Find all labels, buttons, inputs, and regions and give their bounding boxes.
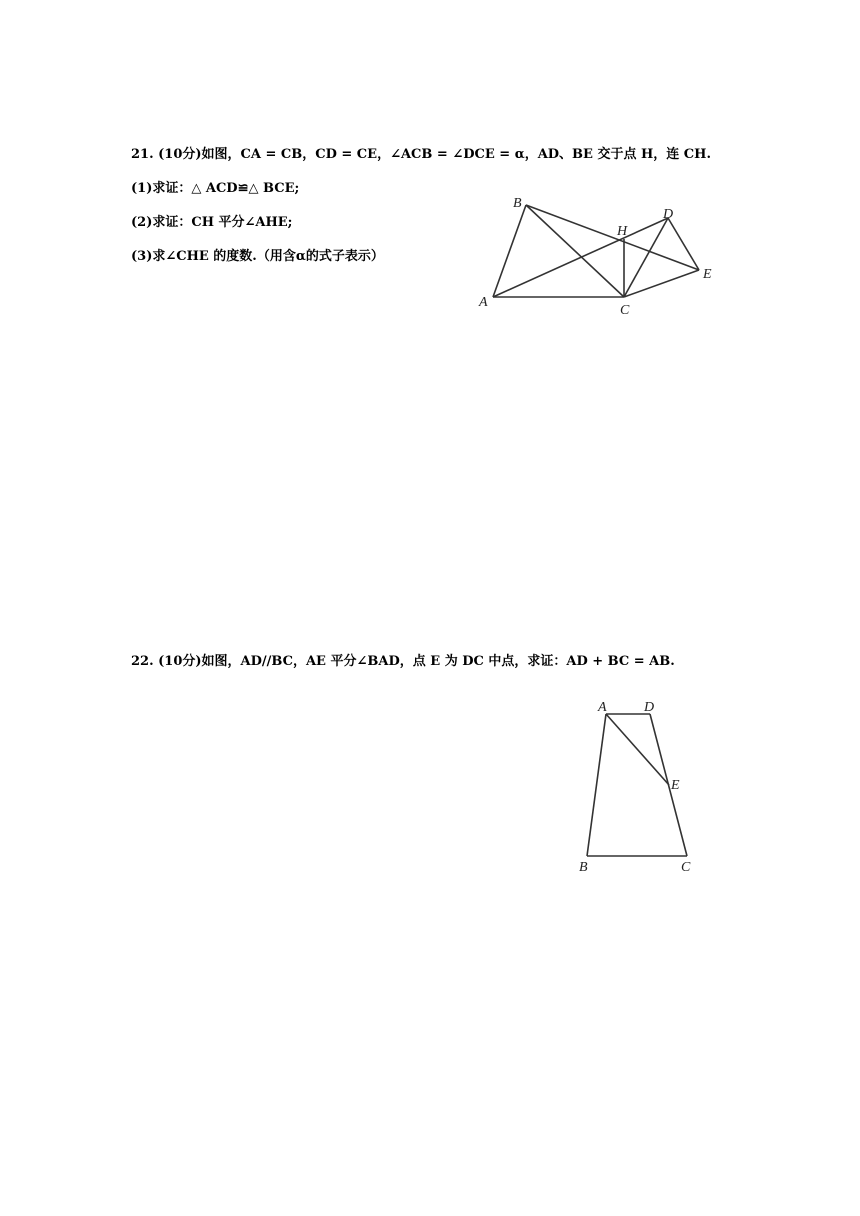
q21-label-c: C [620,303,630,318]
q22-stem: 22. (10分)如图，AD//BC，AE 平分∠BAD，点 E 为 DC 中点，求证：AD + BC = AB. [131,654,675,669]
q21-label-e: E [703,267,712,282]
q22-label-b: B [579,860,588,875]
q21-segment-bc [526,205,624,297]
q21-stem: 21. (10分)如图，CA = CB，CD = CE，∠ACB = ∠DCE = α，AD、BE 交于点 H，连 CH. [131,147,711,162]
q21-part-1: (1)求证：△ ACD≌△ BCE; [131,181,300,196]
q21-label-d: D [663,207,674,222]
q21-label-b: B [513,196,522,211]
q22-label-a: A [598,700,607,715]
q21-part-2: (2)求证：CH 平分∠AHE; [131,215,293,230]
q21-figure [470,190,730,320]
q22-figure [570,690,710,890]
q22-segment-ab [587,714,606,856]
q22-label-e: E [671,778,680,793]
q21-label-h: H [617,224,628,239]
q21-segment-de [668,218,699,270]
q22-label-d: D [644,700,655,715]
q21-segment-ce [624,270,699,297]
q21-label-a: A [479,295,488,310]
q21-segment-ad [493,218,668,297]
q22-label-c: C [681,860,691,875]
q21-part-3: (3)求∠CHE 的度数.（用含α的式子表示） [131,249,384,264]
q21-segment-cd [624,218,668,297]
q21-segment-ab [493,205,526,297]
